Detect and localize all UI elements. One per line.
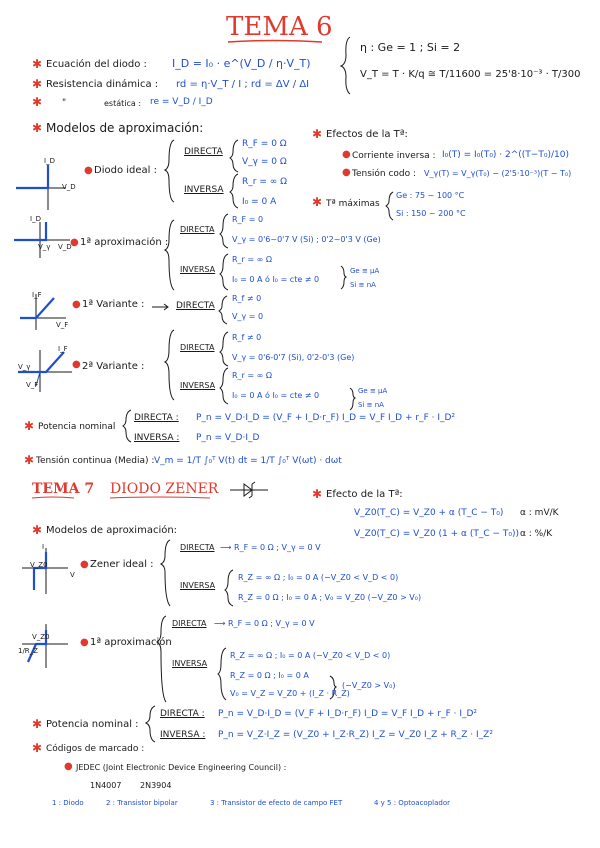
graph-label-neg: 1/R_Z <box>18 647 38 655</box>
var2-inversa-item: I₀ = 0 A ó I₀ = cte ≠ 0 <box>232 391 320 400</box>
bullet-dot: ● <box>80 559 89 570</box>
zener-temp-eq1: V_Z0(T_C) = V_Z0 + α (T_C − T₀) <box>354 508 504 518</box>
potencia-label: Potencia nominal <box>38 422 116 432</box>
eq-diode: I_D = I₀ · e^(V_D / η·V_T) <box>172 57 311 70</box>
zener-temp-unit1: α : mV/K <box>520 508 559 518</box>
var1-directa: DIRECTA <box>176 301 215 311</box>
var2-directa: DIRECTA <box>180 343 215 352</box>
zener-ideal-directa: DIRECTA <box>180 543 215 552</box>
re-eq: re = V_D / I_D <box>150 97 213 107</box>
graph-label-id: I_D <box>44 157 55 165</box>
bullet-star: ✱ <box>32 717 43 731</box>
jedec-label: JEDEC (Joint Electronic Device Engineering Council) : <box>76 763 287 772</box>
aprox1-note: Ge ≅ μA <box>350 267 380 275</box>
graph-label-vgamma: V_γ <box>18 363 31 371</box>
graph-label-vd: V_D <box>58 243 72 251</box>
code-legend: 4 y 5 : Optoacoplador <box>374 799 450 807</box>
tema6-title: TEMA 6 <box>226 12 333 42</box>
ideal-inversa: INVERSA <box>184 185 224 195</box>
bullet-dot: ● <box>64 761 73 772</box>
ideal-inversa-item: R_r = ∞ Ω <box>242 177 287 187</box>
graph-label-vf: V_F <box>26 381 39 389</box>
code-legend: 1 : Diodo <box>52 799 84 807</box>
zener-aprox1-cond: (−V_Z0 > V₀) <box>342 681 396 690</box>
zener-aprox1-inversa-item: V₀ = V_Z = V_Z0 + (I_Z · R_Z) <box>230 689 350 698</box>
graph-label-vz0: V_Z0 <box>30 561 48 569</box>
ideal-directa: DIRECTA <box>184 147 223 157</box>
aprox1-directa-item: V_γ = 0'6~0'7 V (Si) ; 0'2~0'3 V (Ge) <box>232 235 381 244</box>
var2-inversa-item: R_r = ∞ Ω <box>232 371 272 380</box>
bullet-dot: ● <box>70 237 79 248</box>
vt-eq: V_T = T · K/q ≅ T/11600 = 25'8·10⁻³ · T/300 <box>360 69 581 80</box>
code-legend: 3 : Transistor de efecto de campo FET <box>210 799 343 807</box>
var2-directa-item: R_f ≠ 0 <box>232 333 262 342</box>
bullet-star: ✱ <box>32 741 43 755</box>
var2-note: Ge ≅ μA <box>358 387 388 395</box>
tmax-item: Ge : 75 ~ 100 °C <box>396 191 465 200</box>
ideal-inversa-item: I₀ = 0 A <box>242 197 277 207</box>
zener-aprox1-directa-items: ⟶ R_F = 0 Ω ; V_γ = 0 V <box>214 619 315 628</box>
ideal-directa-item: V_γ = 0 Ω <box>242 157 287 167</box>
bullet-star: ✱ <box>24 419 35 433</box>
temp-heading: Efectos de la Tª: <box>326 129 408 140</box>
zener-temp-eq2: V_Z0(T_C) = V_Z0 (1 + α (T_C − T₀)) <box>354 529 520 539</box>
aprox1-inversa: INVERSA <box>180 265 216 274</box>
var1-directa-item: V_γ = 0 <box>232 312 264 321</box>
graph-label-vf: V_F <box>56 321 69 329</box>
var2-note: Si ≅ nA <box>358 401 384 409</box>
continua-label: Tensión continua (Media) : <box>36 456 155 466</box>
var1-directa-item: R_f ≠ 0 <box>232 294 262 303</box>
aprox1-label: 1ª aproximación : <box>80 237 169 248</box>
corriente-eq: I₀(T) = I₀(T₀) · 2^((T−T₀)/10) <box>442 150 569 160</box>
code-example: 2N3904 <box>140 781 172 790</box>
bullet-dot: ● <box>72 359 81 370</box>
ideal-label: Diodo ideal : <box>94 165 157 176</box>
graph-label-vz0: V_Z0 <box>32 633 50 641</box>
bullet-dot: ● <box>84 165 93 176</box>
corriente-label: Corriente inversa : <box>352 151 436 161</box>
graph-label-vgamma: V_γ <box>38 243 51 251</box>
var2-label: 2ª Variante : <box>82 361 145 372</box>
graph-label-vd: V_D <box>62 183 76 191</box>
bullet-star: ✱ <box>24 453 35 467</box>
potencia-inversa-eq: P_n = V_D·I_D <box>196 433 260 443</box>
re-label: estática : <box>104 99 142 108</box>
zener-ideal-inversa-item: R_Z = 0 Ω ; I₀ = 0 A ; V₀ = V_Z0 (−V_Z0 > V₀) <box>238 593 422 602</box>
aprox1-directa-item: R_F = 0 <box>232 215 264 224</box>
zener-potencia-directa: DIRECTA : <box>160 709 205 719</box>
bullet-dot: ● <box>342 167 351 178</box>
zener-aprox1-directa: DIRECTA <box>172 619 207 628</box>
zener-aprox1-label: 1ª aproximación <box>90 637 172 648</box>
bullet-star: ✱ <box>32 95 43 109</box>
zener-ideal-label: Zener ideal : <box>90 559 154 570</box>
potencia-directa-eq: P_n = V_D·I_D = (V_F + I_D·r_F) I_D = V_F I_D + r_F · I_D² <box>196 413 456 423</box>
bullet-star: ✱ <box>312 487 323 501</box>
zener-aprox1-inversa-item: R_Z = ∞ Ω ; I₀ = 0 A (−V_Z0 < V_D < 0) <box>230 651 391 660</box>
graph-label-v: V <box>70 571 75 579</box>
aprox1-note: Si ≅ nA <box>350 281 376 289</box>
zener-aprox1-inversa-item: R_Z = 0 Ω ; I₀ = 0 A <box>230 671 309 680</box>
zener-temp-heading: Efecto de la Tª: <box>326 489 403 500</box>
bullet-star: ✱ <box>32 77 43 91</box>
aprox1-inversa-item: I₀ = 0 A ó I₀ = cte ≠ 0 <box>232 275 320 284</box>
code-example: 1N4007 <box>90 781 122 790</box>
eq-label: Ecuación del diodo : <box>46 59 147 70</box>
zener-ideal-directa-items: ⟶ R_F = 0 Ω ; V_γ = 0 V <box>220 543 321 552</box>
codigos-heading: Códigos de marcado : <box>46 744 145 754</box>
potencia-inversa: INVERSA : <box>134 433 180 443</box>
graph-label-i: I <box>42 543 45 551</box>
bullet-star: ✱ <box>32 121 43 135</box>
aprox1-inversa-item: R_r = ∞ Ω <box>232 255 272 264</box>
rd-label: Resistencia dinámica : <box>46 79 159 90</box>
var2-directa-item: V_γ = 0'6-0'7 (Si), 0'2-0'3 (Ge) <box>232 353 355 362</box>
tmax-label: Tª máximas <box>326 199 380 209</box>
tension-label: Tensión codo : <box>352 169 417 179</box>
zener-potencia-inversa: INVERSA : <box>160 730 206 740</box>
bullet-dot: ● <box>342 149 351 160</box>
var1-label: 1ª Variante : <box>82 299 145 310</box>
tmax-item: Si : 150 ~ 200 °C <box>396 209 466 218</box>
graph-label-if: I_F <box>58 345 68 353</box>
bullet-star: ✱ <box>32 57 43 71</box>
rd-eq: rd = η·V_T / I ; rd = ΔV / ΔI <box>176 79 310 90</box>
zener-models-heading: Modelos de aproximación: <box>46 525 178 536</box>
zener-aprox1-inversa: INVERSA <box>172 659 208 668</box>
bullet-star: ✱ <box>312 127 323 141</box>
aprox1-directa: DIRECTA <box>180 225 215 234</box>
graph-label-if: I_F <box>32 291 42 299</box>
tension-eq: V_γ(T) = V_γ(T₀) − (2'5·10⁻³)(T − T₀) <box>424 169 572 178</box>
graph-label-id: I_D <box>30 215 41 223</box>
bullet-dot: ● <box>72 299 81 310</box>
code-legend: 2 : Transistor bipolar <box>106 799 178 807</box>
bullet-star: ✱ <box>312 195 323 209</box>
tema7-subtitle: DIODO ZENER <box>110 481 219 497</box>
zener-potencia-inversa-eq: P_n = V_Z·I_Z = (V_Z0 + I_Z·R_Z) I_Z = V_Z0 I_Z + R_Z · I_Z² <box>218 730 493 740</box>
tema7-title: TEMA 7 <box>32 481 95 497</box>
eta-values: η : Ge = 1 ; Si = 2 <box>360 41 461 54</box>
bullet-dot: ● <box>80 637 89 648</box>
zener-ideal-inversa-item: R_Z = ∞ Ω ; I₀ = 0 A (−V_Z0 < V_D < 0) <box>238 573 399 582</box>
zener-ideal-inversa: INVERSA <box>180 581 216 590</box>
zener-potencia-directa-eq: P_n = V_D·I_D = (V_F + I_D·r_F) I_D = V_F I_D + r_F · I_D² <box>218 709 478 719</box>
ideal-directa-item: R_F = 0 Ω <box>242 139 287 149</box>
re-prefix: " <box>62 98 67 108</box>
zener-temp-unit2: α : %/K <box>520 529 553 539</box>
zener-potencia-label: Potencia nominal : <box>46 719 139 730</box>
models-heading: Modelos de aproximación: <box>46 121 204 135</box>
continua-eq: V_m = 1/T ∫₀ᵀ V(t) dt = 1/T ∫₀ᵀ V(ωt) · dωt <box>154 456 342 466</box>
var2-inversa: INVERSA <box>180 381 216 390</box>
potencia-directa: DIRECTA : <box>134 413 179 423</box>
bullet-star: ✱ <box>32 523 43 537</box>
